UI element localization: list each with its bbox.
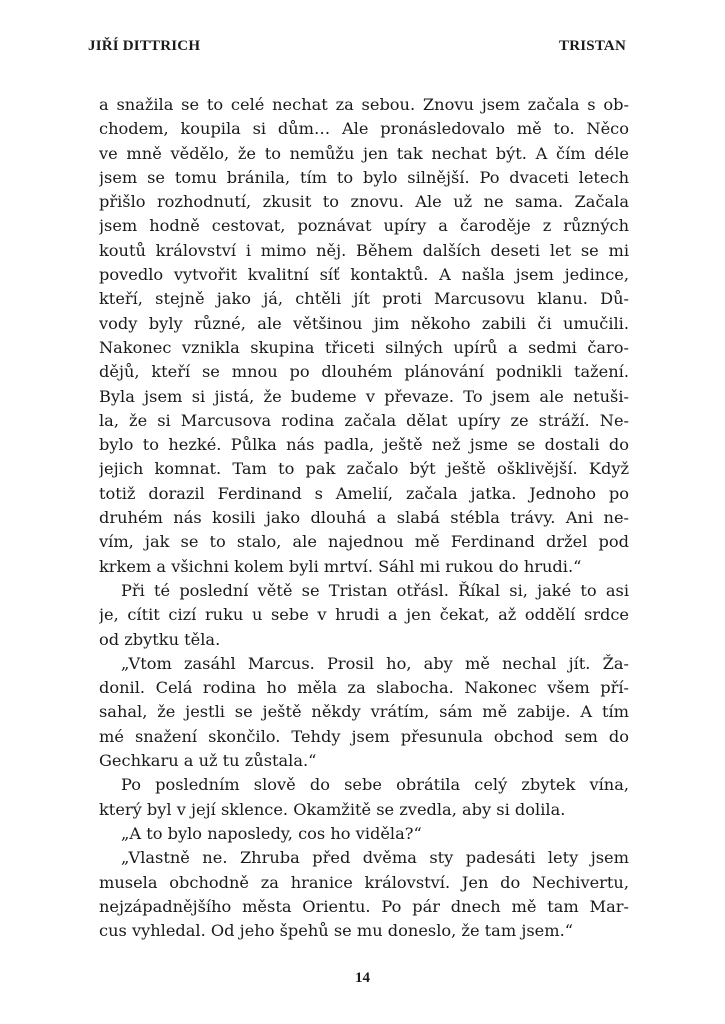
- text-line: vody byly různé, ale většinou jim někoho zabili či umučili.: [99, 313, 629, 333]
- text-line: mé snažení skončilo. Tehdy jsem přesunula obchod sem do: [99, 726, 629, 746]
- text-line: totiž dorazil Ferdinand s Amelií, začala jatka. Jednoho po: [99, 483, 629, 503]
- text-line: cus vyhledal. Od jeho špehů se mu doneslo, že tam jsem.“: [99, 921, 574, 941]
- text-line: musela obchodně za hranice království. Jen do Nechivertu,: [99, 872, 629, 892]
- text-line: bylo to hezké. Půlka nás padla, ještě než jsme se dostali do: [99, 435, 629, 455]
- text-line: „A to bylo naposledy, cos ho viděla?“: [121, 823, 422, 843]
- text-line: donil. Celá rodina ho měla za slabocha. Nakonec všem pří-: [99, 678, 629, 698]
- text-line: dějů, kteří se mnou po dlouhém plánování podnikli tažení.: [99, 362, 629, 382]
- text-line: jsem hodně cestovat, poznávat upíry a čaroděje z různých: [99, 216, 629, 236]
- text-line: Po posledním slově do sebe obrátila celý zbytek vína,: [121, 775, 629, 795]
- text-line: jejich komnat. Tam to pak začalo být ještě ošklivější. Když: [99, 459, 629, 479]
- text-line: a snažila se to celé nechat za sebou. Znovu jsem začala s ob-: [99, 95, 629, 114]
- text-line: chodem, koupila si dům… Ale pronásledovalo mě to. Něco: [99, 119, 629, 139]
- text-line: „Vlastně ne. Zhruba před dvěma sty padesáti lety jsem: [121, 848, 629, 868]
- text-line: Gechkaru a už tu zůstala.“: [99, 751, 317, 771]
- body-text: [99, 93, 629, 943]
- header-author: JIŘÍ DITTRICH: [88, 38, 201, 54]
- text-line: vím, jak se to stalo, ale najednou mě Ferdinand držel pod: [99, 532, 629, 552]
- text-line: nejzápadnějšího města Orientu. Po pár dnech mě tam Mar-: [99, 896, 629, 916]
- text-line: Při té poslední větě se Tristan otřásl. Říkal si, jaké to asi: [121, 580, 629, 600]
- text-line: kteří, stejně jako já, chtěli jít proti Marcusovu klanu. Dů-: [99, 289, 629, 309]
- text-line: krkem a všichni kolem byli mrtví. Sáhl mi rukou do hrudi.“: [99, 556, 582, 576]
- text-line: koutů království i mimo něj. Během dalších deseti let se mi: [99, 240, 629, 260]
- text-line: přišlo rozhodnutí, zkusit to znovu. Ale už ne sama. Začala: [99, 192, 629, 212]
- running-header: [88, 38, 626, 55]
- text-line: jsem se tomu bránila, tím to bylo silnější. Po dvaceti letech: [99, 167, 629, 187]
- text-line: sahal, že jestli se ještě někdy vrátím, sám mě zabije. A tím: [99, 702, 629, 722]
- text-line: Nakonec vznikla skupina třiceti silných upírů a sedmi čaro-: [99, 337, 629, 357]
- text-line: la, že si Marcusova rodina začala dělat upíry ze stráží. Ne-: [99, 410, 629, 430]
- text-line: od zbytku těla.: [99, 629, 221, 649]
- text-line: druhém nás kosili jako dlouhá a slabá stébla trávy. Ani ne-: [99, 508, 629, 528]
- header-book-title: TRISTAN: [559, 38, 626, 54]
- text-line: je, cítit cizí ruku u sebe v hrudi a jen čekat, až oddělí srdce: [99, 605, 629, 625]
- text-line: ve mně vědělo, že to nemůžu jen tak nechat být. A čím déle: [99, 143, 629, 163]
- text-line: Byla jsem si jistá, že budeme v převaze. To jsem ale netuši-: [99, 386, 629, 406]
- page-number: 14: [355, 970, 370, 986]
- text-line: povedlo vytvořit kvalitní síť kontaktů. A našla jsem jedince,: [99, 265, 629, 285]
- text-line: který byl v její sklence. Okamžitě se zvedla, aby si dolila.: [99, 799, 566, 819]
- text-line: „Vtom zasáhl Marcus. Prosil ho, aby mě nechal jít. Ža-: [121, 653, 629, 673]
